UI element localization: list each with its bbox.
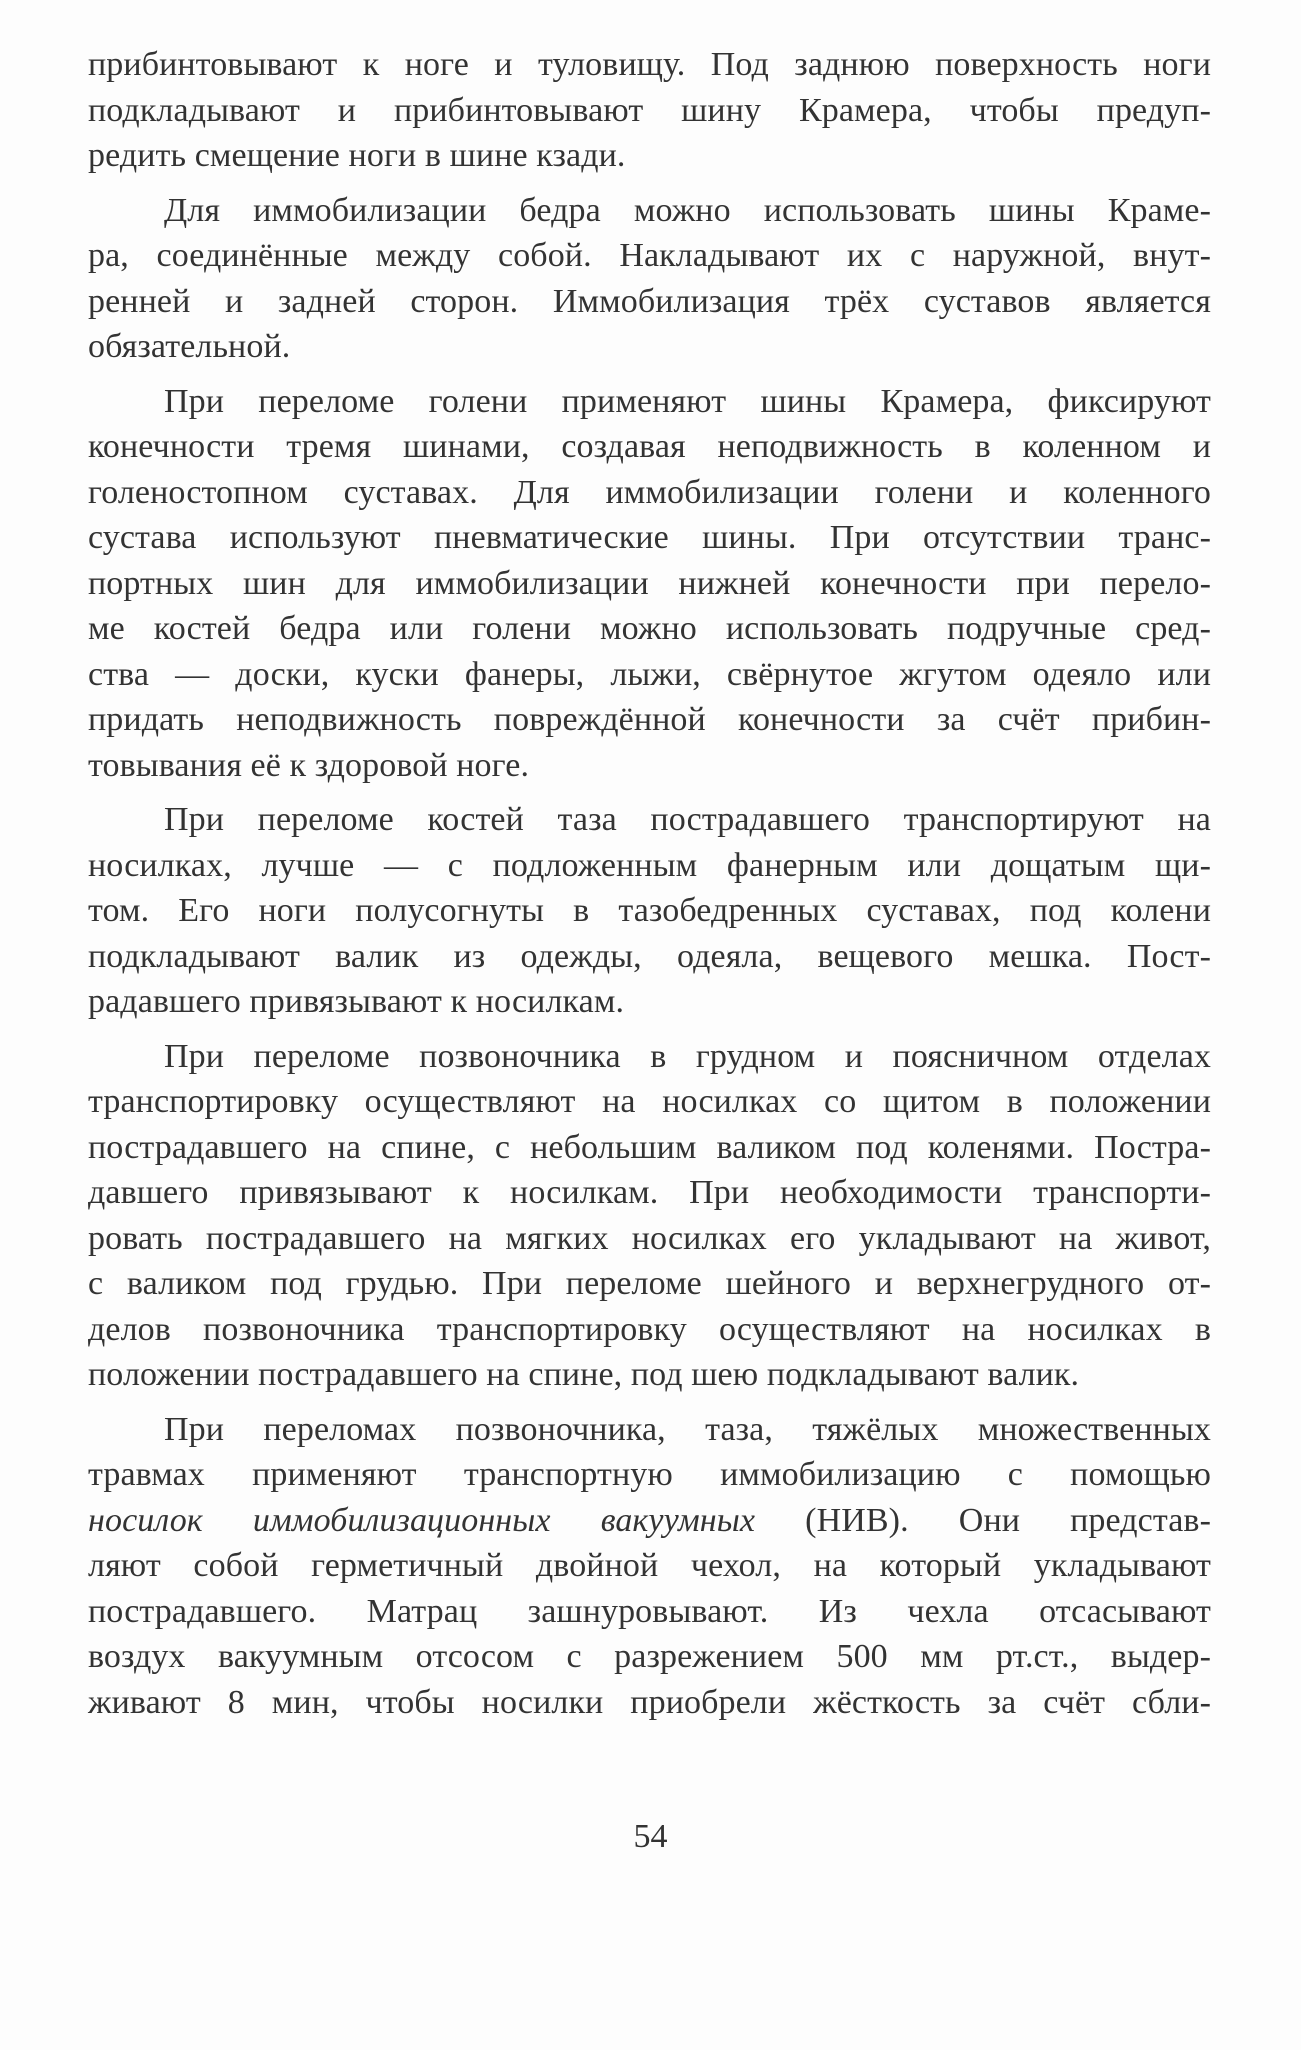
- text-line: ляют собой герметичный двойной чехол, на который укладывают: [88, 1547, 1211, 1584]
- text-line-rest: (НИВ). Они представ-: [805, 1501, 1211, 1539]
- text-line: живают 8 мин, чтобы носилки приобрели жёсткость за счёт сбли-: [88, 1683, 1211, 1721]
- paragraph-start-line: При переломах позвоночника, таза, тяжёлых множественных: [164, 1410, 1211, 1448]
- text-line: пострадавшего на спине, с небольшим валиком под коленями. Постра-: [88, 1128, 1211, 1166]
- text-line: ра, соединённые между собой. Накладывают их с наружной, внут-: [88, 237, 1211, 274]
- text-line: транспортировку осуществляют на носилках со щитом в положении: [88, 1083, 1211, 1120]
- text-line: сустава используют пневматические шины. При отсутствии транс-: [88, 519, 1211, 556]
- text-line: радавшего привязывают к носилкам.: [88, 983, 625, 1020]
- italic-term: носилок иммобилизационных вакуумных: [88, 1501, 756, 1539]
- text-line: ства — доски, куски фанеры, лыжи, свёрнутое жгутом одеяло или: [88, 655, 1211, 693]
- text-line: давшего привязывают к носилкам. При необходимости транспорти-: [88, 1174, 1211, 1211]
- text-line: подкладывают и прибинтовывают шину Крамера, чтобы предуп-: [88, 91, 1211, 129]
- paragraph-start-line: При переломе костей таза пострадавшего транспортируют на: [164, 801, 1211, 838]
- paragraph-start-line: При переломе голени применяют шины Крамера, фиксируют: [164, 382, 1211, 420]
- text-line: пострадавшего. Матрац зашнуровывают. Из чехла отсасывают: [88, 1592, 1211, 1630]
- text-line: придать неподвижность повреждённой конечности за счёт прибин-: [88, 701, 1211, 738]
- text-line: конечности тремя шинами, создавая неподвижность в коленном и: [88, 428, 1211, 465]
- body-text: [88, 42, 1211, 1725]
- text-line: подкладывают валик из одежды, одеяла, вещевого мешка. Пост-: [88, 937, 1211, 975]
- text-line: том. Его ноги полусогнуты в тазобедренных суставах, под колени: [88, 892, 1211, 929]
- text-line: редить смещение ноги в шине кзади.: [88, 137, 626, 174]
- text-line: [88, 1498, 1211, 1544]
- text-line: положении пострадавшего на спине, под шею подкладывают валик.: [88, 1356, 1080, 1393]
- text-line: ме костей бедра или голени можно использовать подручные сред-: [88, 610, 1211, 647]
- paragraph-start-line: При переломе позвоночника в грудном и поясничном отделах: [164, 1037, 1211, 1075]
- text-line: прибинтовывают к ноге и туловищу. Под заднюю поверхность ноги: [88, 46, 1211, 83]
- text-line: ровать пострадавшего на мягких носилках его укладывают на живот,: [88, 1219, 1211, 1257]
- text-line: товывания её к здоровой ноге.: [88, 746, 530, 784]
- text-line: портных шин для иммобилизации нижней конечности при перело-: [88, 564, 1211, 602]
- text-line: носилках, лучше — с подложенным фанерным или дощатым щи-: [88, 846, 1211, 884]
- page-number: 54: [633, 1818, 668, 1855]
- text-line: голеностопном суставах. Для иммобилизации голени и коленного: [88, 473, 1211, 511]
- text-line: делов позвоночника транспортировку осуществляют на носилках в: [88, 1310, 1211, 1348]
- text-line: воздух вакуумным отсосом с разрежением 500 мм рт.ст., выдер-: [88, 1638, 1211, 1675]
- text-line: обязательной.: [88, 328, 291, 365]
- text-line: травмах применяют транспортную иммобилизацию с помощью: [88, 1456, 1211, 1493]
- text-line: с валиком под грудью. При переломе шейного и верхнегрудного от-: [88, 1265, 1211, 1302]
- text-line: ренней и задней сторон. Иммобилизация трёх суставов является: [88, 282, 1211, 320]
- paragraph-start-line: Для иммобилизации бедра можно использовать шины Краме-: [164, 191, 1211, 229]
